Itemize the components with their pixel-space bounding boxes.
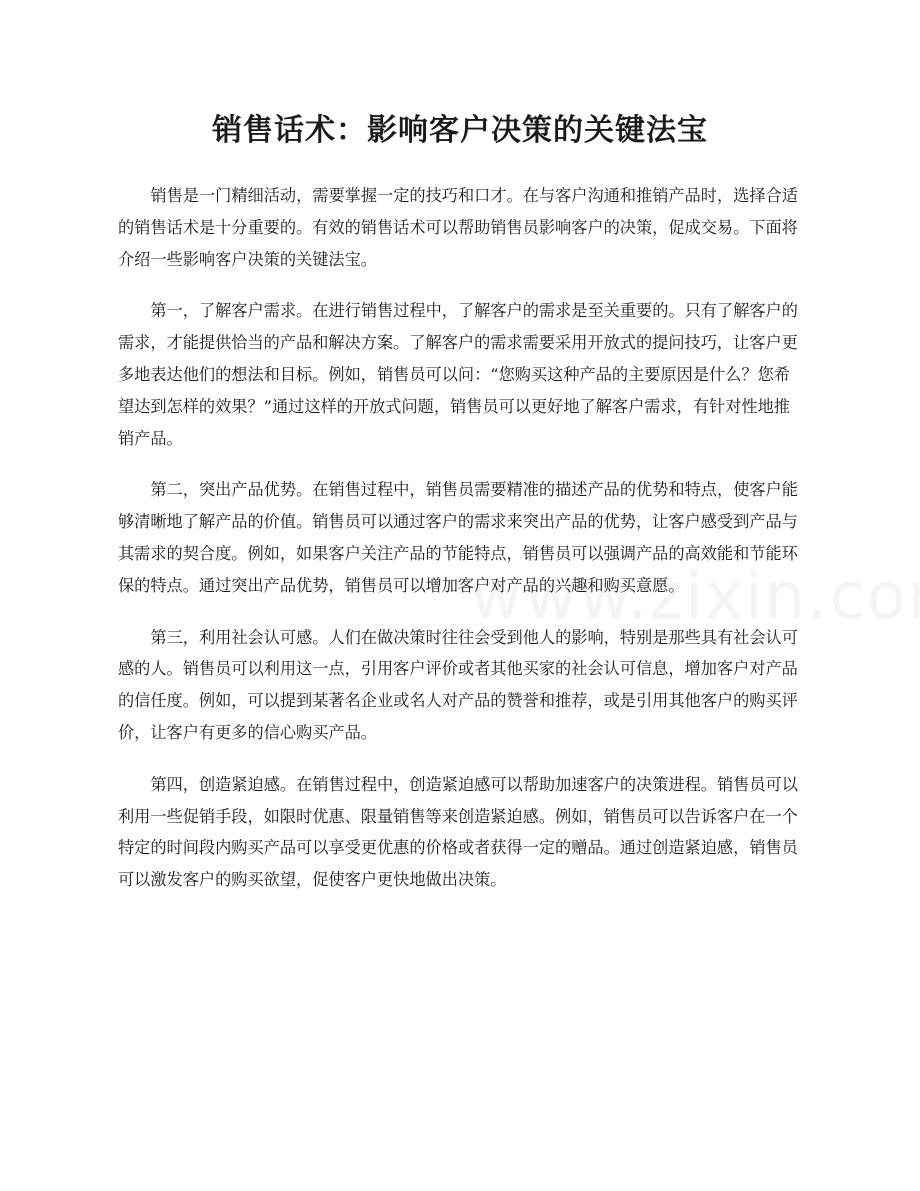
paragraph-third-point: 第三，利用社会认可感。人们在做决策时往往会受到他人的影响，特别是那些具有社会认可感的人。销售员可以利用这一点，引用客户评价或者其他买家的社会认可信息，增加客户对产品的信任度。例如，可以提到某著名企业或名人对产品的赞誉和推荐，或是引用其他客户的购买评价，让客户有更多的信心购买产品。 [118, 627, 798, 742]
paragraph-second-point: 第二，突出产品优势。在销售过程中，销售员需要精准的描述产品的优势和特点，使客户能够清晰地了解产品的价值。销售员可以通过客户的需求来突出产品的优势，让客户感受到产品与其需求的契合度。例如，如果客户关注产品的节能特点，销售员可以强调产品的高效能和节能环保的特点。通过突出产品优势，销售员可以增加客户对产品的兴趣和购买意愿。 [118, 480, 798, 595]
document-page [118, 108, 802, 916]
paragraph-first-point: 第一，了解客户需求。在进行销售过程中，了解客户的需求是至关重要的。只有了解客户的需求，才能提供恰当的产品和解决方案。了解客户的需求需要采用开放式的提问技巧，让客户更多地表达他们的想法和目标。例如，销售员可以问：“您购买这种产品的主要原因是什么？您希望达到怎样的效果？”通过这样的开放式问题，销售员可以更好地了解客户需求，有针对性地推销产品。 [118, 301, 798, 448]
document-title: 销售话术：影响客户决策的关键法宝 [212, 113, 708, 148]
paragraph-fourth-point: 第四，创造紧迫感。在销售过程中，创造紧迫感可以帮助加速客户的决策进程。销售员可以利用一些促销手段，如限时优惠、限量销售等来创造紧迫感。例如，销售员可以告诉客户在一个特定的时间段内购买产品可以享受更优惠的价格或者获得一定的赠品。通过创造紧迫感，销售员可以激发客户的购买欲望，促使客户更快地做出决策。 [118, 774, 798, 890]
paragraph-intro: 销售是一门精细活动，需要掌握一定的技巧和口才。在与客户沟通和推销产品时，选择合适的销售话术是十分重要的。有效的销售话术可以帮助销售员影响客户的决策，促成交易。下面将介绍一些影响客户决策的关键法宝。 [118, 186, 798, 269]
